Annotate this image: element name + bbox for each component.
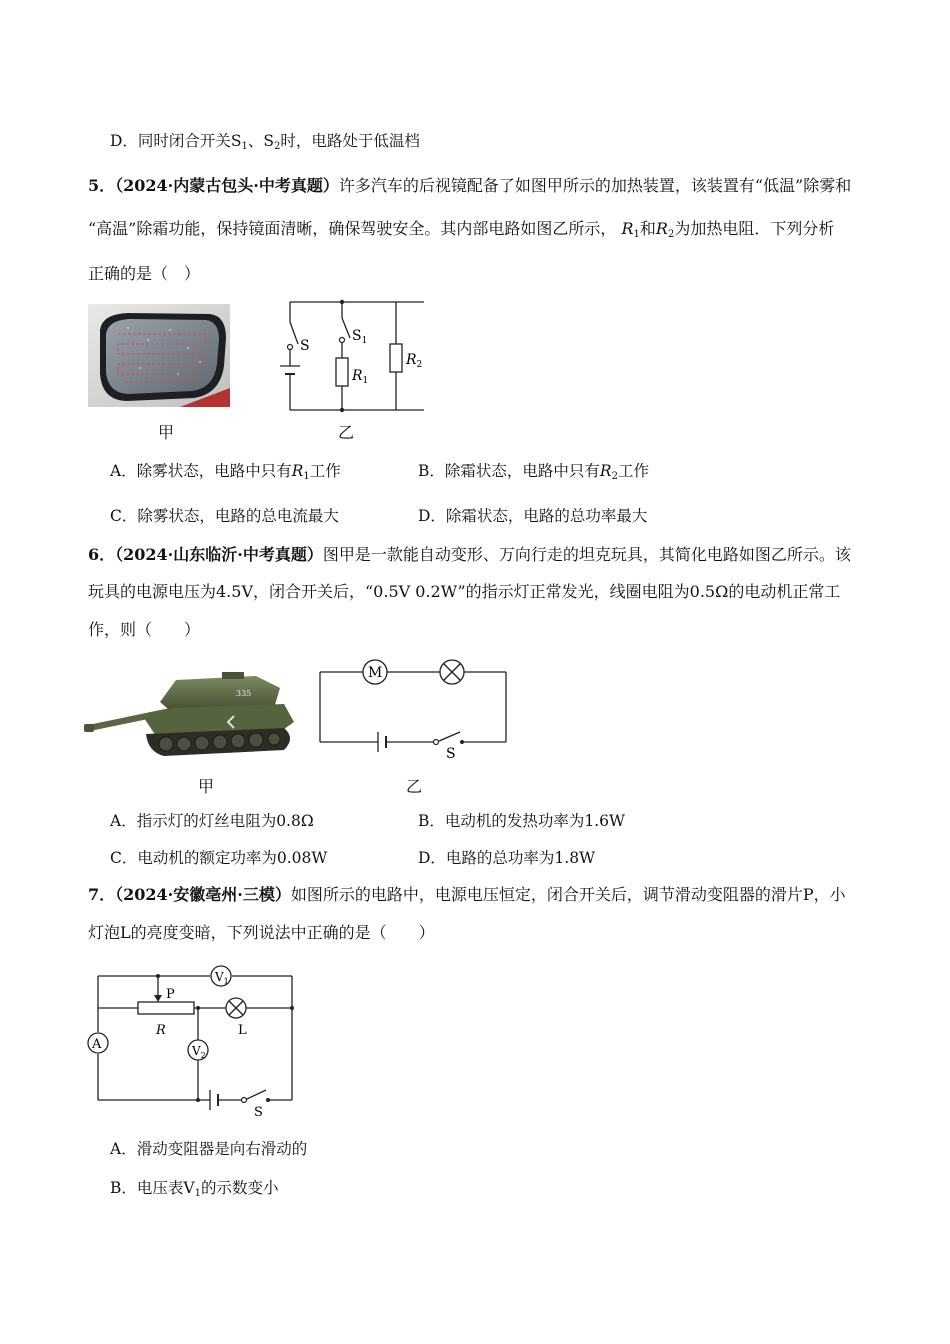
q5-line-1: 5．（2024·内蒙古包头·中考真题）许多汽车的后视镜配备了如图甲所示的加热装置，该装置有“低温”除雾和 (88, 176, 852, 195)
q7-label-v1: $V_1$ (215, 970, 229, 986)
q5-circuit-diagram (270, 292, 440, 414)
q6-option-c: C．电动机的额定功率为0.08W (110, 849, 328, 867)
q5-option-b: B．除霜状态，电路中只有$R_2$工作 (418, 462, 649, 482)
q5-option-d: D．除霜状态，电路的总功率最大 (418, 507, 648, 525)
q7-line-1: 7．（2024·安徽亳州·三模）如图所示的电路中，电源电压恒定，闭合开关后，调节滑动变阻器的滑片P，小 (88, 885, 846, 904)
q6-option-b: B．电动机的发热功率为1.6W (418, 812, 625, 830)
q7-option-b: B．电压表$V_1$的示数变小 (110, 1179, 279, 1199)
q6-option-d: D．电路的总功率为1.8W (418, 849, 596, 867)
q6-caption-jia: 甲 (198, 777, 215, 796)
q5-option-c: C．除雾状态，电路的总电流最大 (110, 507, 339, 525)
q5-option-a: A．除雾状态，电路中只有$R_1$工作 (110, 462, 341, 482)
q5-caption-jia: 甲 (158, 423, 175, 442)
q6-tank-number: 335 (236, 689, 252, 698)
q5-line-3: 正确的是（ ） (88, 264, 201, 283)
q6-label-s: S (446, 746, 456, 760)
q7-circuit-diagram (86, 962, 300, 1120)
q7-option-a: A．滑动变阻器是向右滑动的 (110, 1140, 308, 1158)
q7-line-2: 灯泡L的亮度变暗，下列说法中正确的是（ ） (88, 923, 435, 942)
q6-line-2: 玩具的电源电压为4.5V，闭合开关后，“0.5V 0.2W”的指示灯正常发光，线圈电阻为0.5Ω的电动机正常工 (88, 582, 841, 601)
q6-circuit-diagram (316, 656, 512, 760)
q7-label-l: L (238, 1023, 247, 1038)
q7-label-a: A (92, 1037, 102, 1052)
q6-label-motor: M (368, 665, 383, 681)
q7-label-r: R (156, 1023, 166, 1038)
q5-label-r2: $R_2$ (406, 352, 423, 370)
q5-label-s: S (300, 338, 310, 354)
q6-tank-photo (84, 662, 296, 762)
q6-option-a: A．指示灯的灯丝电阻为0.8Ω (110, 812, 314, 830)
prev-option-d: D．同时闭合开关$S_1$、$S_2$时，电路处于低温档 (110, 132, 420, 152)
q5-caption-yi: 乙 (338, 423, 355, 442)
q5-label-s1: $S_1$ (352, 328, 368, 346)
q5-label-r1: $R_1$ (352, 368, 369, 386)
q6-caption-yi: 乙 (406, 777, 423, 796)
q7-label-s: S (254, 1105, 263, 1120)
q6-line-3: 作，则（ ） (88, 620, 201, 639)
q5-line-2: “高温”除霜功能，保持镜面清晰，确保驾驶安全。其内部电路如图乙所示， $R_1$和$R_2$为加热电阻．下列分析 (88, 219, 835, 240)
q7-label-p: P (166, 987, 175, 1002)
q5-mirror-photo (88, 304, 230, 407)
q7-label-v2: $V_2$ (192, 1044, 206, 1060)
q6-line-1: 6．（2024·山东临沂·中考真题）图甲是一款能自动变形、万向行走的坦克玩具，其简化电路如图乙所示。该 (88, 545, 851, 564)
